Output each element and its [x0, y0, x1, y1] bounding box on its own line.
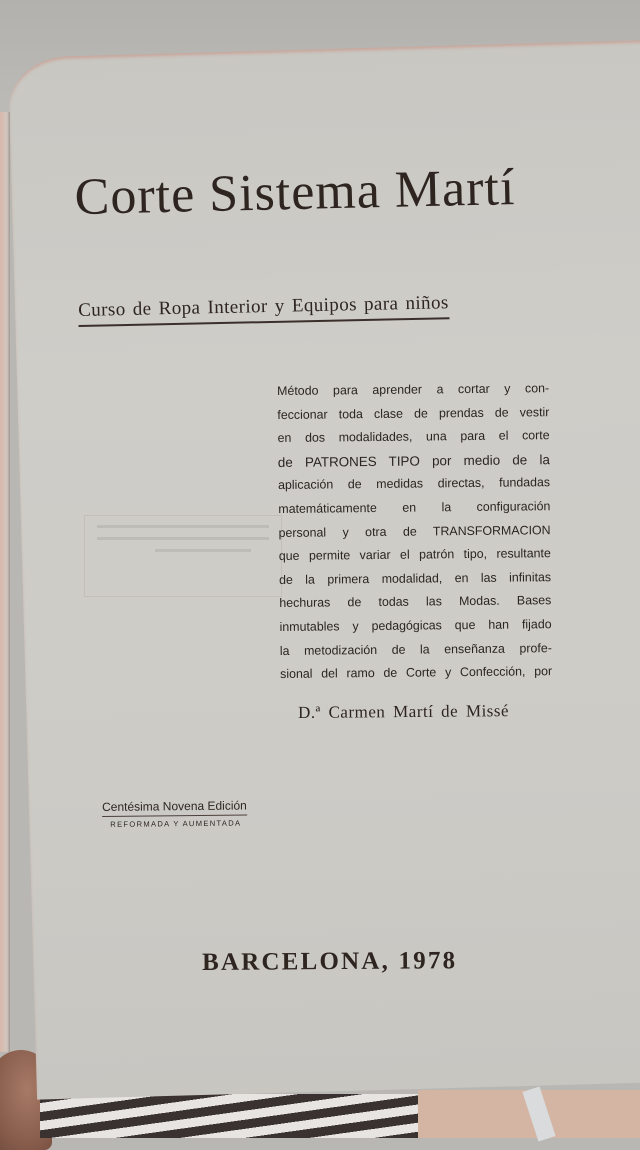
description-line: inmutables y pedagógicas que han fijado: [279, 613, 551, 639]
showthrough-line: [155, 549, 251, 552]
showthrough-line: [97, 537, 269, 540]
author-name: D.ª Carmen Martí de Missé: [298, 701, 509, 723]
description-line: matemáticamente en la configuración: [278, 495, 550, 521]
description-line: que permite variar el patrón tipo, resultante: [279, 542, 551, 568]
edition-note: REFORMADA Y AUMENTADA: [110, 818, 247, 828]
edition-block: [102, 798, 247, 829]
description-line: sional del ramo de Corte y Confección, por: [280, 660, 552, 686]
reverse-side-stamp-showthrough: [84, 515, 282, 597]
description-line: aplicación de medidas directas, fundadas: [278, 472, 550, 498]
imprint-place-year: BARCELONA, 1978: [202, 947, 457, 977]
book-title: Corte Sistema Martí: [74, 158, 516, 227]
description-line: en dos modalidades, una para el corte: [277, 424, 549, 450]
description-line: de PATRONES TIPO por medio de la: [278, 448, 550, 474]
description-line: feccionar toda clase de prendas de vestir: [277, 401, 549, 427]
description-line: personal y otra de TRANSFORMACION: [278, 519, 550, 545]
description-line: la metodización de la enseñanza profe-: [280, 637, 552, 663]
description-line: Método para aprender a cortar y con-: [277, 377, 549, 403]
description-paragraph: [277, 377, 552, 687]
book-subtitle: Curso de Ropa Interior y Equipos para niños: [78, 292, 449, 327]
description-line: hechuras de todas las Modas. Bases: [279, 589, 551, 615]
description-line: de la primera modalidad, en las infinitas: [279, 566, 551, 592]
showthrough-line: [97, 525, 269, 528]
edition-label: Centésima Novena Edición: [102, 798, 247, 817]
